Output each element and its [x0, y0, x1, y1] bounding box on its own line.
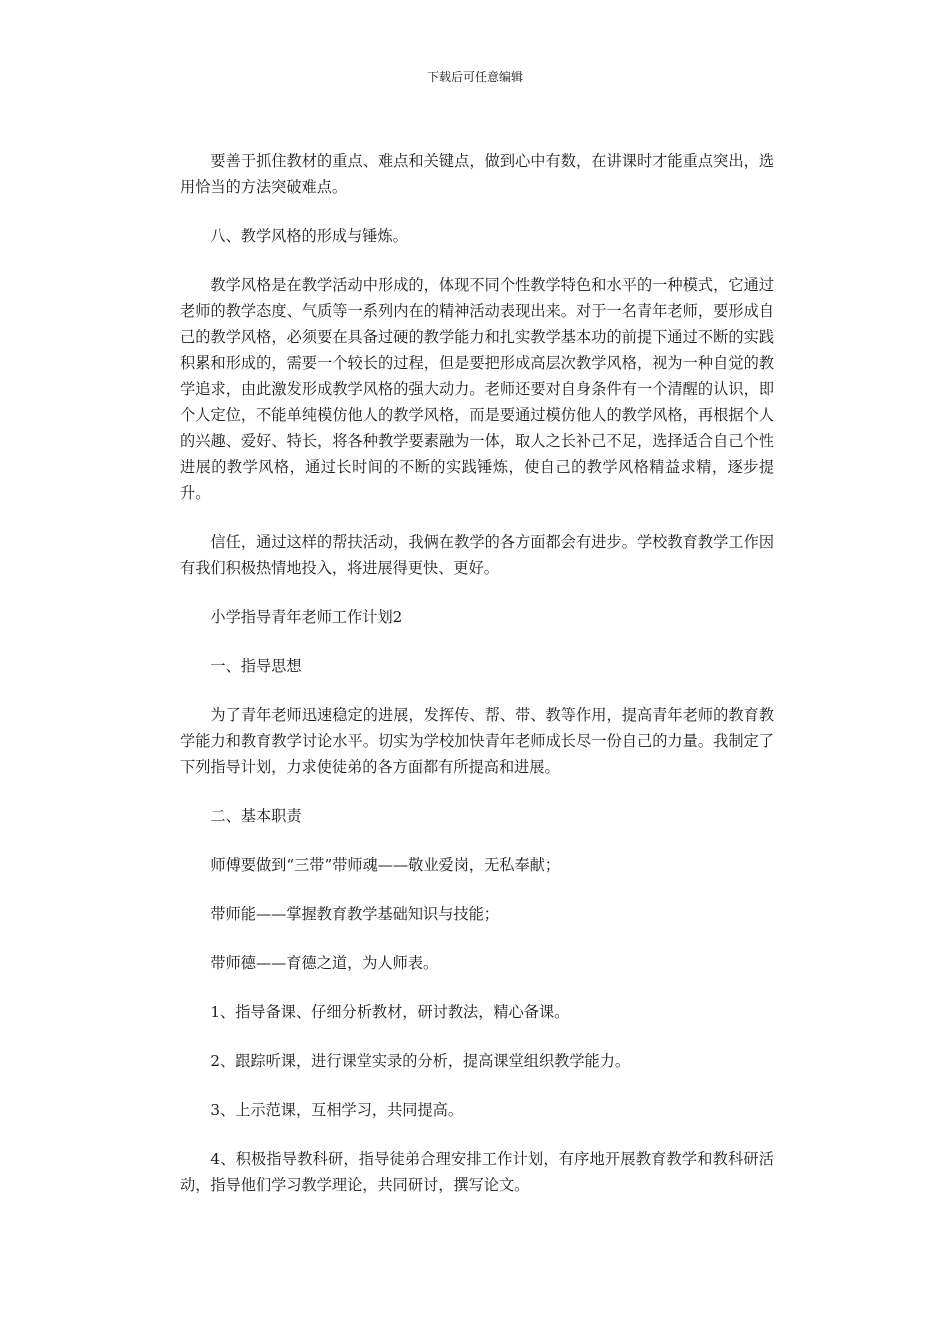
- page-header: 下载后可任意编辑: [426, 70, 523, 84]
- duty-teacher-ethics: 带师德——育德之道，为人师表。: [210, 954, 439, 972]
- section-heading-teaching-style: 八、教学风格的形成与锤炼。: [210, 227, 408, 245]
- document-title: 小学指导青年老师工作计划2: [210, 608, 403, 626]
- document-body: [180, 148, 774, 1221]
- list-item-4: 4、积极指导教科研，指导徒弟合理安排工作计划，有序地开展教育教学和教科研活动，指导他们学习教学理论，共同研讨，撰写论文。: [180, 1150, 774, 1194]
- section-heading-basic-duties: 二、基本职责: [210, 807, 302, 825]
- list-item-2: 2、跟踪听课，进行课堂实录的分析，提高课堂组织教学能力。: [210, 1052, 631, 1070]
- list-item-3: 3、上示范课，互相学习，共同提高。: [210, 1101, 464, 1119]
- paragraph-key-points: 要善于抓住教材的重点、难点和关键点，做到心中有数，在讲课时才能重点突出，选用恰当的方法突破难点。: [180, 152, 774, 196]
- paragraph-guiding-thought: 为了青年老师迅速稳定的进展，发挥传、帮、带、教等作用，提高青年老师的教育教学能力和教育教学讨论水平。切实为学校加快青年老师成长尽一份自己的力量。我制定了下列指导计划，力求使徒弟的各方面都有所提高和进展。: [180, 706, 774, 776]
- duty-three-bring: 师傅要做到“三带”带师魂——敬业爱岗，无私奉献；: [210, 856, 561, 874]
- paragraph-teaching-style: 教学风格是在教学活动中形成的，体现不同个性教学特色和水平的一种模式，它通过老师的教学态度、气质等一系列内在的精神活动表现出来。对于一名青年老师，要形成自己的教学风格，必须要在具备过硬的教学能力和扎实教学基本功的前提下通过不断的实践积累和形成的，需要一个较长的过程，但是要把形成高层次教学风格，视为一种自觉的教学追求，由此激发形成教学风格的强大动力。老师还要对自身条件有一个清醒的认识，即个人定位，不能单纯模仿他人的教学风格，而是要通过模仿他人的教学风格，再根据个人的兴趣、爱好、特长，将各种教学要素融为一体，取人之长补己不足，选择适合自己个性进展的教学风格，通过长时间的不断的实践锤炼，使自己的教学风格精益求精，逐步提升。: [180, 276, 774, 502]
- section-heading-guiding-thought: 一、指导思想: [210, 657, 302, 675]
- paragraph-trust: 信任，通过这样的帮扶活动，我俩在教学的各方面都会有进步。学校教育教学工作因有我们积极热情地投入，将进展得更快、更好。: [180, 533, 774, 577]
- list-item-1: 1、指导备课、仔细分析教材，研讨教法，精心备课。: [210, 1003, 570, 1021]
- duty-teaching-ability: 带师能——掌握教育教学基础知识与技能；: [210, 905, 499, 923]
